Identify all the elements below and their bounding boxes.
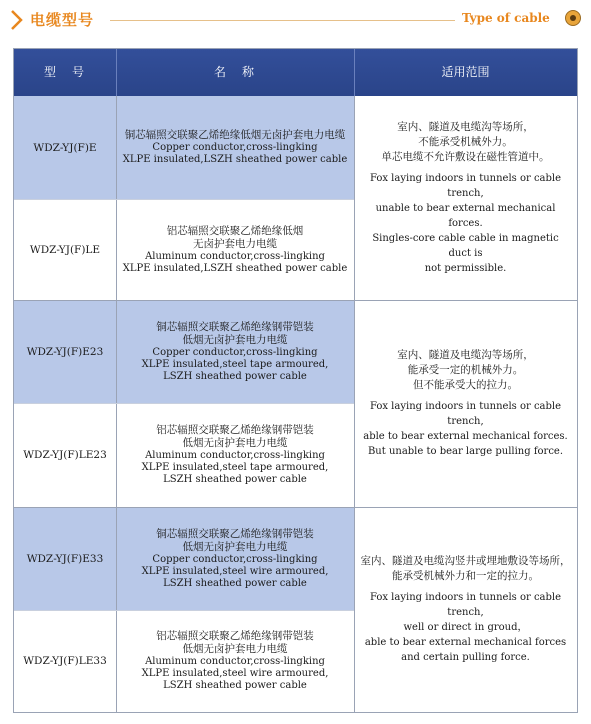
name-cell [116,96,354,199]
name-zh-line: 铜芯辐照交联聚乙烯绝缘钢带铠装 [156,320,314,333]
name-en-line: XLPE insulated,LSZH sheathed power cable [122,262,348,274]
name-en-line: Aluminum conductor,cross-lingking [145,450,325,461]
section-title-en: Type of cable [462,11,550,25]
name-cell [116,507,354,610]
column-divider [354,96,355,712]
application-zh-line: 能承受机械外力和一定的拉力。 [392,570,539,582]
application-zh-line: 但不能承受大的拉力。 [413,379,518,391]
model-cell: WDZ-YJ(F)LE [29,243,101,256]
name-en-line: LSZH sheathed power cable [163,370,307,382]
name-zh-line: 铝芯辐照交联聚乙烯绝缘钢带铠装 [156,424,314,436]
row-divider [14,610,354,611]
name-zh-line: 无卤护套电力电缆 [193,237,277,250]
name-zh-line: 低烟无卤护套电力电缆 [182,643,288,655]
name-en-line: XLPE insulated,steel tape armoured, [141,358,329,370]
name-zh-line: 低烟无卤护套电力电缆 [182,437,288,449]
application-zh-line: 能承受一定的机械外力。 [407,364,524,376]
application-en-line: Fox laying indoors in tunnels or cable trench, [369,401,562,427]
table-header [14,49,577,96]
application-zh-line: 不能承受机械外力。 [418,136,513,148]
name-zh-line: 低烟无卤护套电力电缆 [182,540,288,553]
name-en-line: Copper conductor,cross-lingking [152,142,318,153]
model-cell: WDZ-YJ(F)LE33 [23,655,107,667]
model-cell: WDZ-YJ(F)E [14,96,116,199]
name-en-line: LSZH sheathed power cable [163,577,307,589]
name-zh-line: 铝芯辐照交联聚乙烯绝缘低烟 [166,224,304,237]
name-en-line: LSZH sheathed power cable [163,680,307,691]
application-cell [354,300,577,507]
row-divider [14,403,354,404]
application-en-line: unable to bear external mechanical forces. [375,203,556,229]
name-en-line: Copper conductor,cross-lingking [152,346,318,358]
name-zh-line: 铜芯辐照交联聚乙烯绝缘低烟无卤护套电力电缆 [124,129,346,141]
column-header-model: 型 号 [43,65,86,79]
application-en-line: not permissible. [424,263,507,274]
group-divider [14,507,577,508]
name-zh-line: 铜芯辐照交联聚乙烯绝缘钢带铠装 [156,527,314,540]
brand-logo-icon [565,10,581,26]
application-zh-line: 室内、隧道及电缆沟竖井或埋地敷设等场所， [360,555,571,567]
application-zh-line: 室内、隧道及电缆沟等场所， [397,121,534,133]
column-header-name: 名 称 [213,65,256,79]
name-zh-line: 低烟无卤护套电力电缆 [182,333,288,346]
page-header [0,0,591,40]
name-en-line: Copper conductor,cross-lingking [152,553,318,565]
group-divider [14,300,577,301]
model-cell: WDZ-YJ(F)LE23 [23,449,107,461]
application-cell [354,507,577,712]
column-header-application: 适用范围 [441,65,490,79]
section-title: 电缆型号 [30,11,95,29]
name-en-line: Aluminum conductor,cross-lingking [145,250,325,262]
column-divider [116,96,117,712]
application-en-line: Singles-core cable cable in magnetic duct is [372,233,559,259]
model-cell: WDZ-YJ(F)E23 [14,300,116,403]
model-cell: WDZ-YJ(F)E33 [14,507,116,610]
cable-type-table [13,48,578,713]
name-cell [116,300,354,403]
name-zh-line: 铝芯辐照交联聚乙烯绝缘钢带铠装 [156,630,314,642]
name-en-line: XLPE insulated,steel wire armoured, [141,565,329,577]
name-en-line: XLPE insulated,steel tape armoured, [141,462,329,473]
name-cell [116,610,354,712]
name-en-line: XLPE insulated,LSZH sheathed power cable [122,154,348,165]
name-en-line: LSZH sheathed power cable [163,474,307,485]
application-en-line: able to bear external mechanical forces [364,637,567,648]
name-cell [116,199,354,300]
row-divider [14,199,354,200]
application-en-line: well or direct in groud， [403,622,528,633]
application-cell [354,96,577,300]
application-en-line: But unable to bear large pulling force. [367,446,564,457]
application-zh-line: 室内、隧道及电缆沟等场所， [397,349,534,361]
name-en-line: XLPE insulated,steel wire armoured, [141,668,329,679]
application-en-line: Fox laying indoors in tunnels or cable trench, [369,592,562,618]
header-divider [110,20,455,21]
application-en-line: and certain pulling force. [401,652,530,663]
application-en-line: able to bear external mechanical forces. [363,431,568,442]
application-zh-line: 单芯电缆不允许敷设在磁性管道中。 [381,151,550,163]
chevron-right-icon [10,9,24,31]
name-cell [116,403,354,507]
application-en-line: Fox laying indoors in tunnels or cable trench, [369,173,562,199]
name-en-line: Aluminum conductor,cross-lingking [145,656,325,667]
